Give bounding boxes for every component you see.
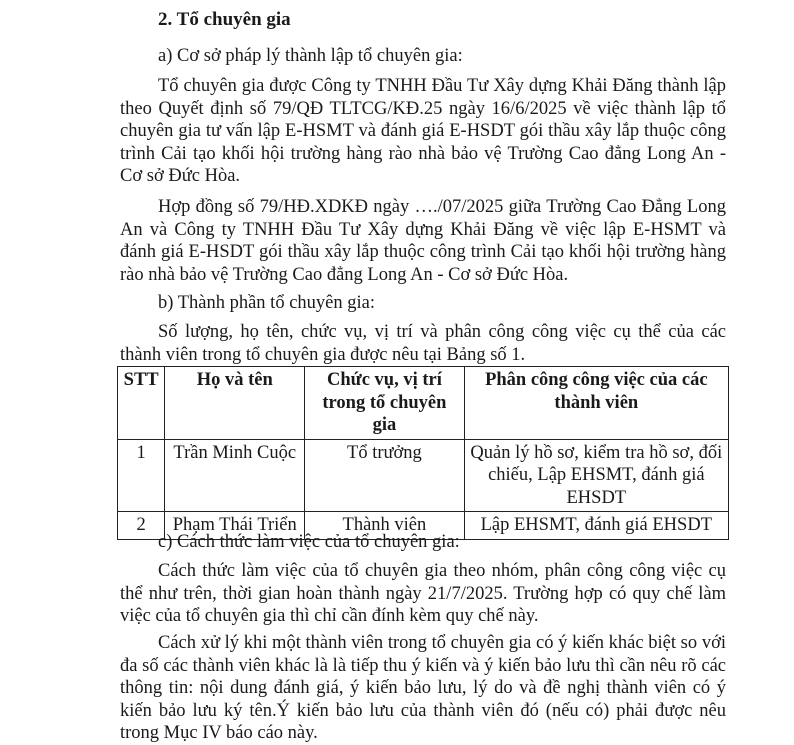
table-row [118, 439, 729, 512]
part-c-title: c) Cách thức làm việc của tổ chuyên gia: [158, 532, 460, 552]
cell-task: Quản lý hồ sơ, kiểm tra hồ sơ, đối chiếu, Lập EHSMT, đánh giá EHSDT [464, 439, 728, 512]
header-stt: STT [118, 367, 165, 440]
part-a-title: a) Cơ sở pháp lý thành lập tổ chuyên gia: [158, 46, 463, 66]
cell-stt: 1 [118, 439, 165, 512]
cell-role: Thành viên [305, 512, 464, 540]
members-table [117, 366, 729, 540]
header-task: Phân công công việc của các thành viên [464, 367, 728, 440]
header-role: Chức vụ, vị trí trong tổ chuyên gia [305, 367, 464, 440]
cell-name: Trần Minh Cuộc [165, 439, 305, 512]
part-c-paragraph-1: Cách thức làm việc của tổ chuyên gia theo nhóm, phân công công việc cụ thể như trên, thời gian hoàn thành ngày 21/7/2025. Trường hợp có quy chế làm việc của tổ chuyên gia thì chỉ cần đính kèm quy chế này. [120, 561, 726, 626]
cell-task: Lập EHSMT, đánh giá EHSDT [464, 512, 728, 540]
cell-role: Tổ trưởng [305, 439, 464, 512]
part-a-paragraph-2: Hợp đồng số 79/HĐ.XDKĐ ngày …./07/2025 giữa Trường Cao Đẳng Long An và Công ty TNHH Đầu Tư Xây dựng Khải Đăng về việc lập E-HSMT và đánh giá E-HSDT gói thầu xây lắp thuộc công trình Cải tạo khối hội trường hàng rào nhà bảo vệ Trường Cao đẳng Long An - Cơ sở Đức Hòa. [120, 197, 726, 285]
section-heading: 2. Tổ chuyên gia [158, 9, 291, 30]
part-c-paragraph-2: Cách xử lý khi một thành viên trong tổ chuyên gia có ý kiến khác biệt so với đa số các thành viên khác là là tiếp thu ý kiến và ý kiến bảo lưu thì cần nêu rõ các thông tin: nội dung đánh giá, ý kiến bảo lưu, lý do và đề nghị thành viên có ý kiến bảo lưu ký tên.Ý kiến bảo lưu của thành viên đó (nếu có) phải được nêu trong Mục IV báo cáo này. [120, 633, 726, 743]
table-header-row [118, 367, 729, 440]
part-b-title: b) Thành phần tổ chuyên gia: [158, 293, 375, 313]
part-b-paragraph-1: Số lượng, họ tên, chức vụ, vị trí và phân công công việc cụ thể của các thành viên trong tổ chuyên gia được nêu tại Bảng số 1. [120, 322, 726, 365]
part-a-paragraph-1: Tổ chuyên gia được Công ty TNHH Đầu Tư Xây dựng Khải Đăng thành lập theo Quyết định số 79/QĐ TLTCG/KĐ.25 ngày 16/6/2025 về việc thành lập tổ chuyên gia tư vấn lập E-HSMT và đánh giá E-HSDT gói thầu xây lắp thuộc công trình Cải tạo khối hội trường hàng rào nhà bảo vệ Trường Cao đẳng Long An - Cơ sở Đức Hòa. [120, 76, 726, 186]
cell-name: Phạm Thái Triển [165, 512, 305, 540]
header-name: Họ và tên [165, 367, 305, 440]
cell-stt: 2 [118, 512, 165, 540]
